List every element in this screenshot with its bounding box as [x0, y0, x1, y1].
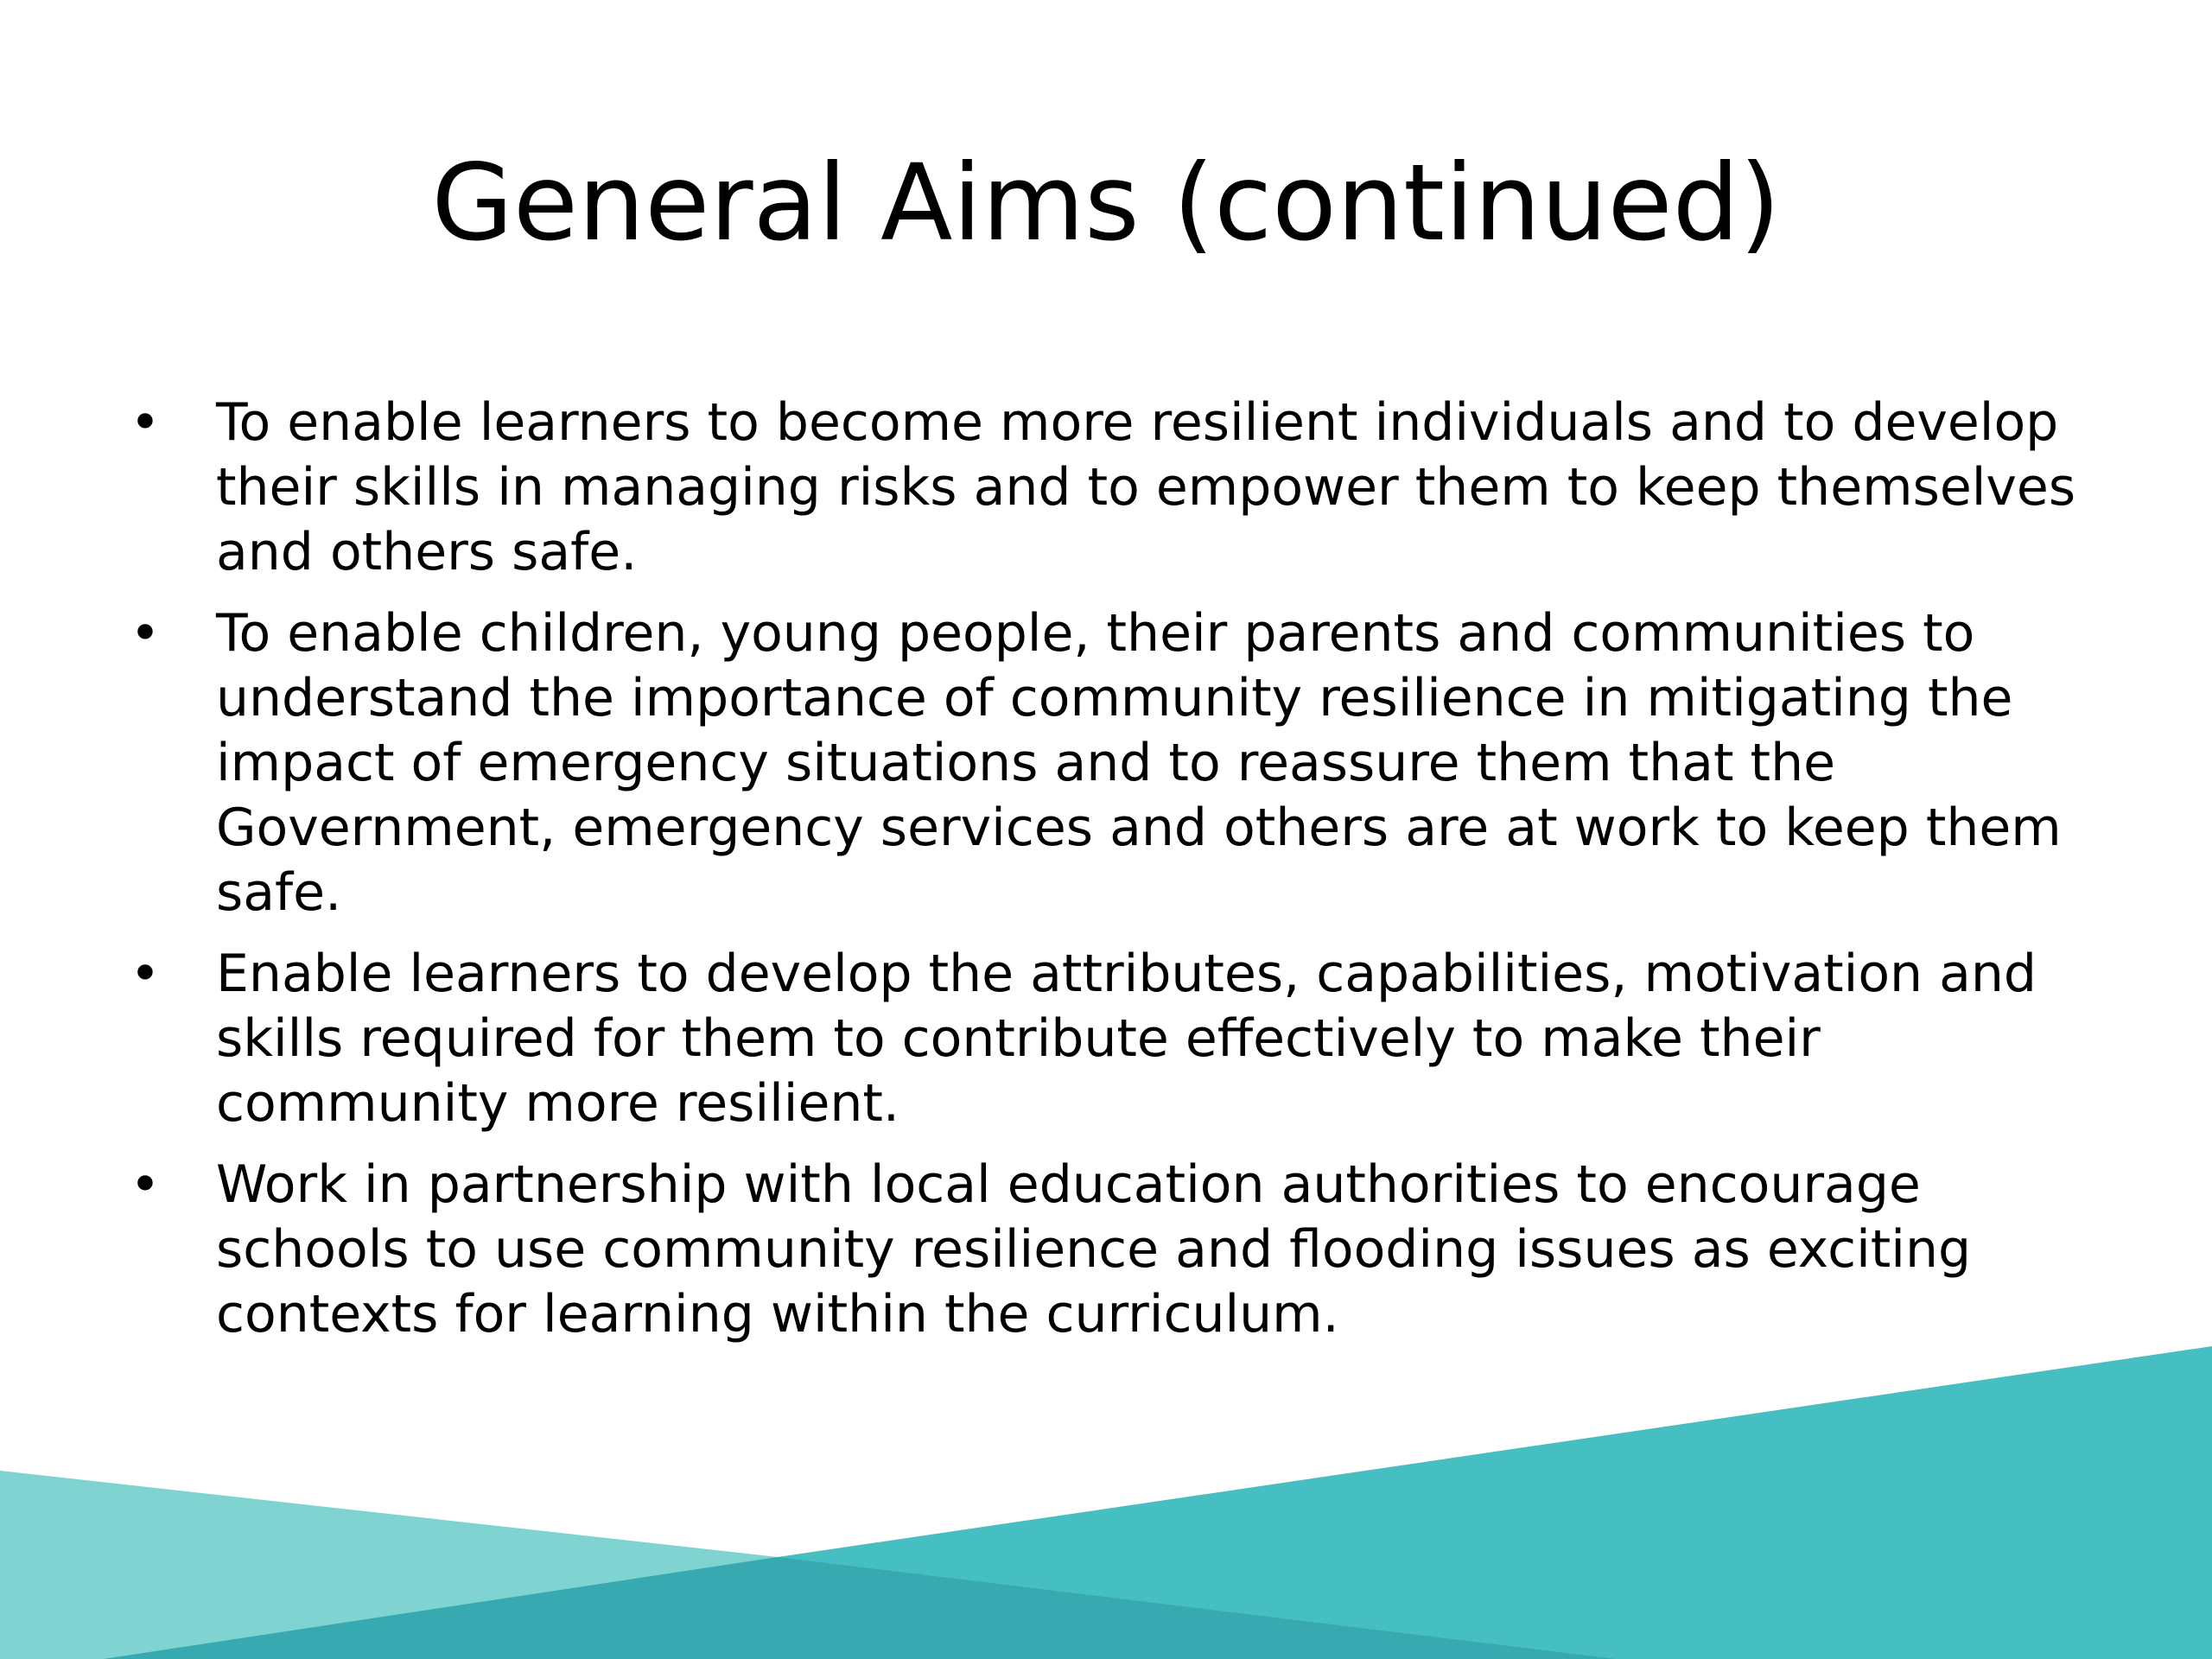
- teal-dark-shape: [104, 1557, 1616, 1659]
- teal-main-shape: [104, 1346, 2212, 1659]
- bullet-item: [128, 1153, 2098, 1347]
- bullet-text: To enable learners to become more resilient individuals and to develop their skills in managing risks and to empower them to keep themselves and others safe.: [216, 392, 2076, 582]
- bullet-item: [128, 391, 2098, 585]
- bullet-marker: •: [130, 603, 161, 664]
- bullet-list: [128, 391, 2098, 1363]
- bullet-item: [128, 942, 2098, 1136]
- bullet-text: Enable learners to develop the attributes, capabilities, motivation and skills required for them to contribute effectively to make their community more resilient.: [216, 944, 2037, 1134]
- bullet-marker: •: [130, 392, 161, 453]
- slide-title: General Aims (continued): [431, 142, 1781, 264]
- teal-light-shape: [0, 1471, 778, 1659]
- bullet-text: Work in partnership with local education authorities to encourage schools to use community resilience and flooding issues as exciting contexts for learning within the curriculum.: [216, 1154, 1972, 1344]
- bullet-text: To enable children, young people, their parents and communities to understand the importance of community resilience in mitigating the impact of emergency situations and to reassure them that the Government, emergency services and others are at work to keep them safe.: [216, 603, 2062, 923]
- bullet-marker: •: [130, 944, 161, 1004]
- bullet-marker: •: [130, 1154, 161, 1215]
- bullet-item: [128, 601, 2098, 925]
